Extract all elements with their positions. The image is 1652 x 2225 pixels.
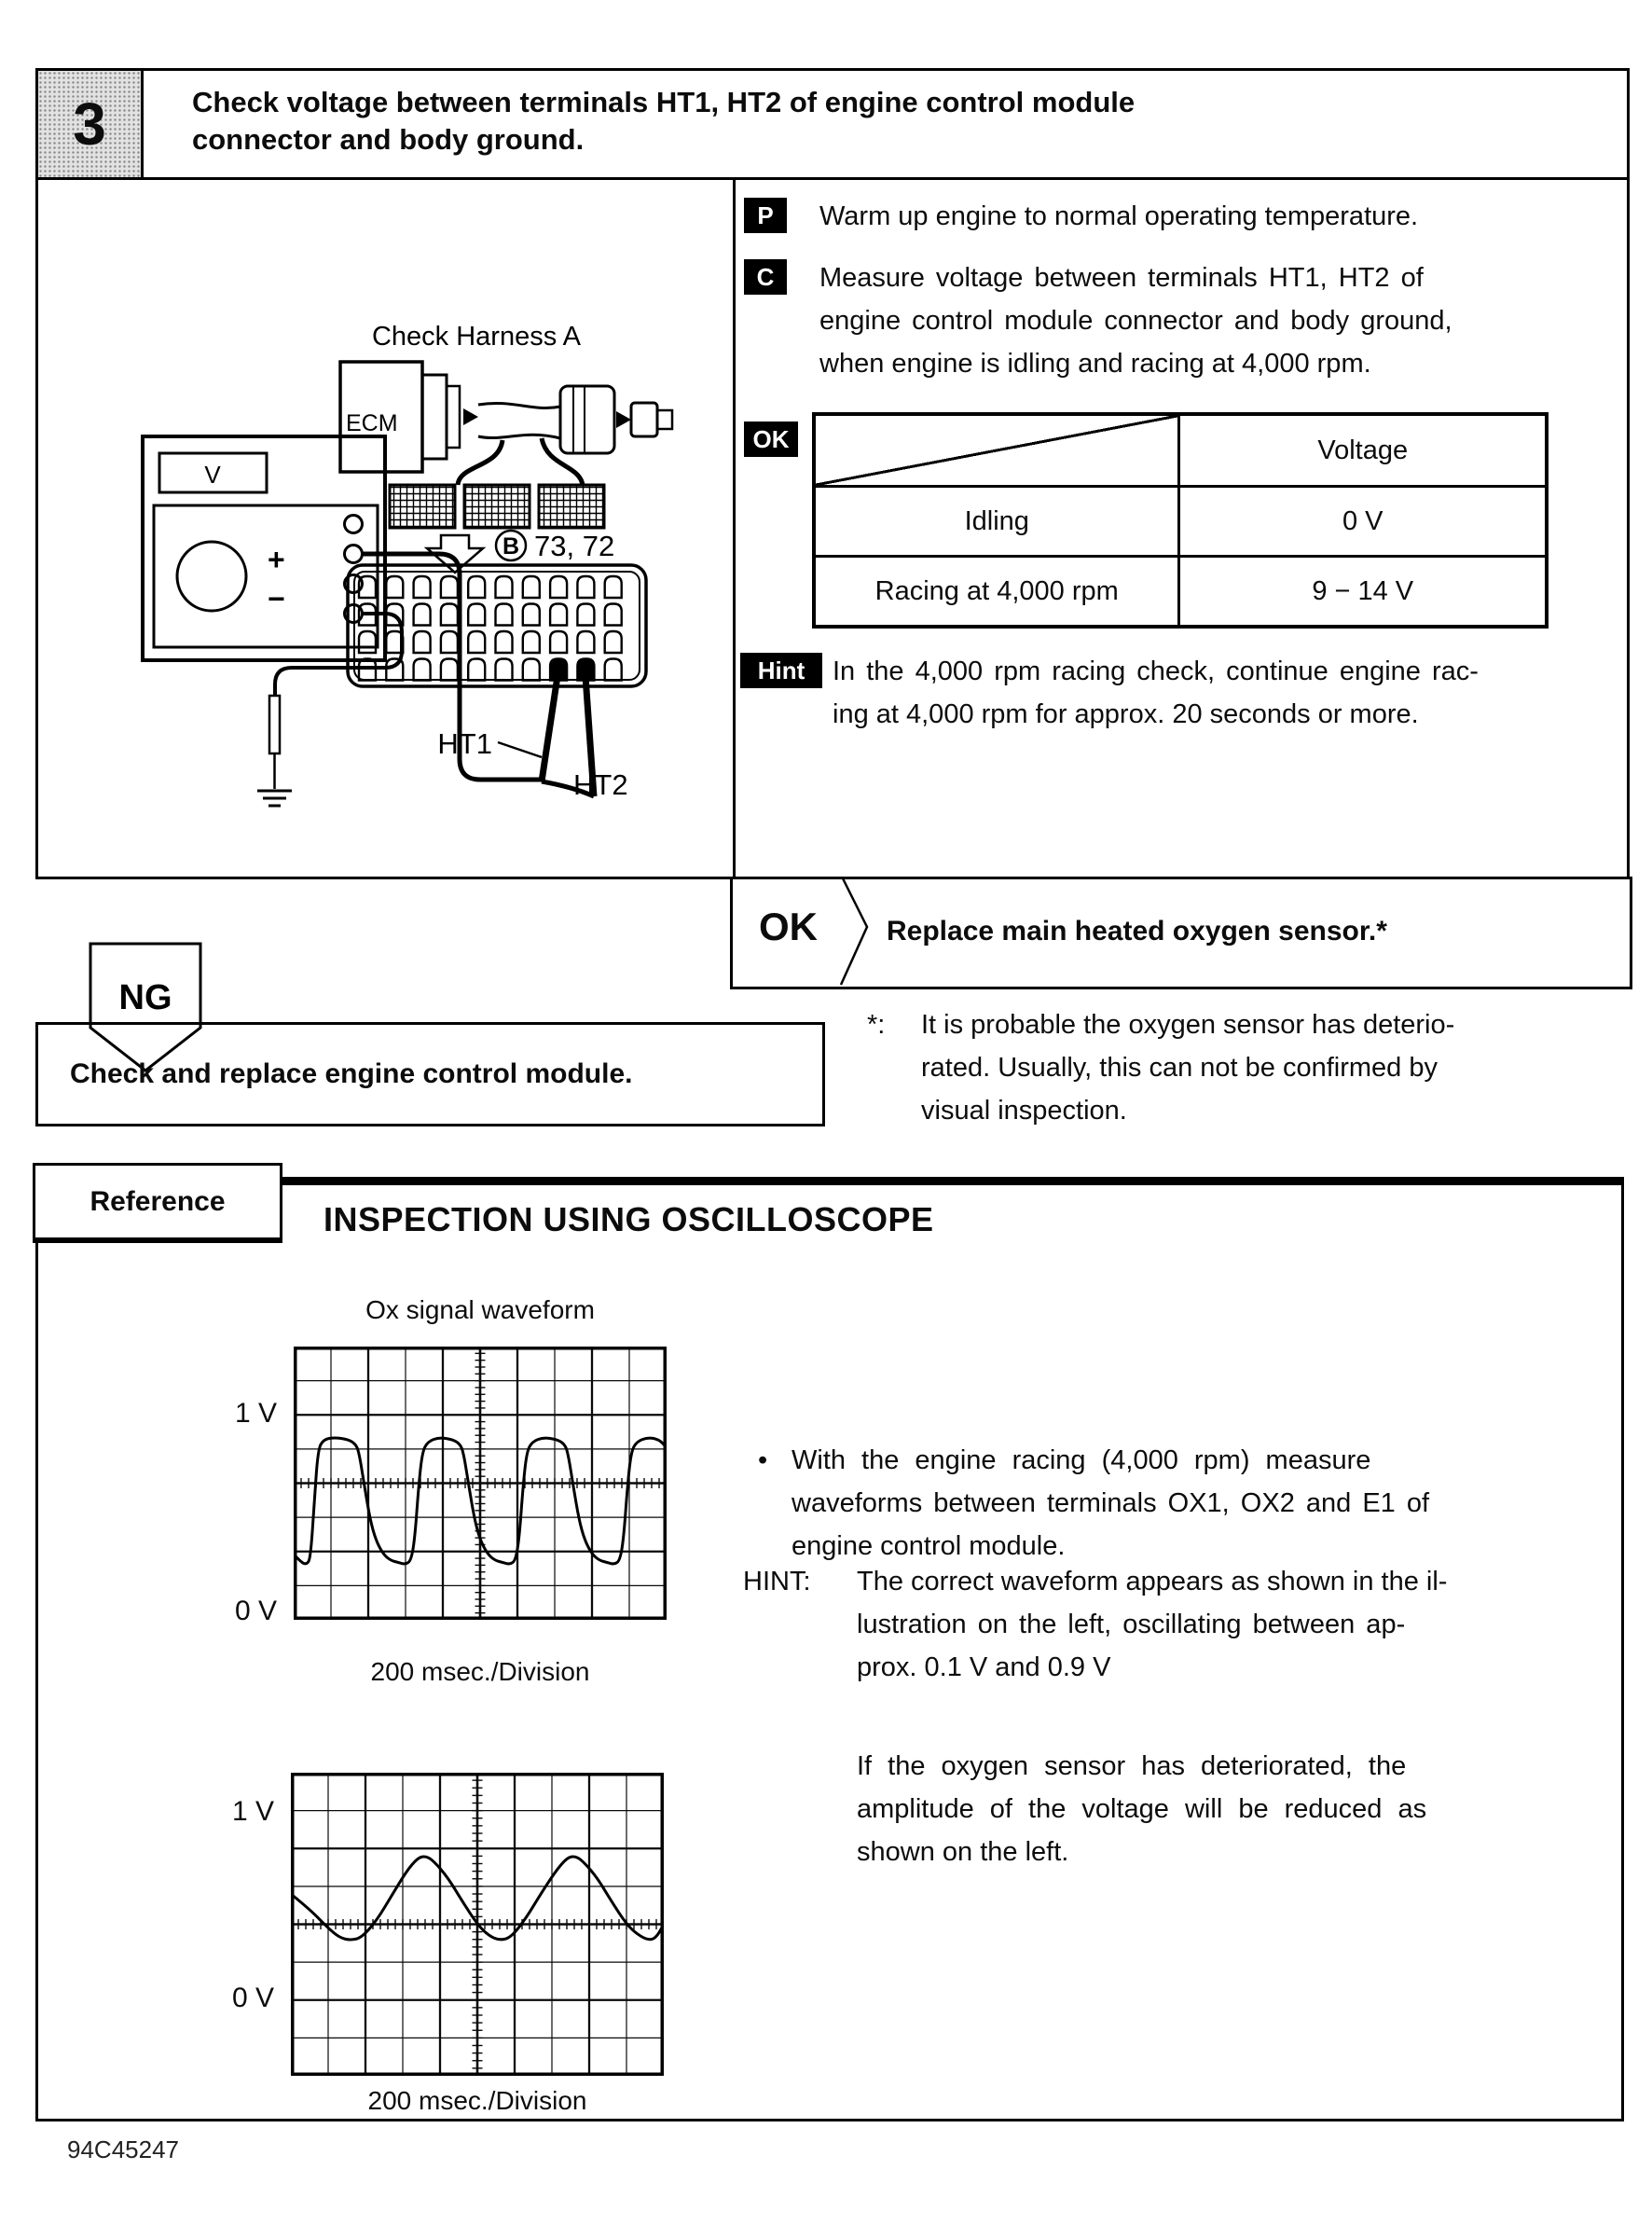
reference-hint-text: [857, 1560, 1447, 1689]
reference-label-box: Reference: [33, 1163, 282, 1243]
hint-text: [833, 650, 1611, 736]
scope1-0v-label: 0 V: [234, 1596, 277, 1626]
ng-action-box: Check and replace engine control module.: [35, 1022, 825, 1126]
scope2-0v-label: 0 V: [231, 1983, 274, 2013]
footnote: [867, 1003, 1622, 1132]
procedure-panel: [35, 177, 1630, 879]
prepare-text: Warm up engine to normal operating temperature.: [819, 201, 1419, 231]
hint-line: lustration on the left, oscillating between ap-: [857, 1610, 1406, 1639]
condition-cell: Idling: [814, 487, 1179, 557]
plus-terminal-label: +: [268, 543, 285, 576]
deteriorated-paragraph: [857, 1745, 1426, 1873]
scope1-xlabel: 200 msec./Division: [370, 1657, 590, 1686]
ecm-harness-drawing: [340, 362, 672, 528]
panel-divider: [733, 177, 736, 877]
check-text-line: Measure voltage between terminals HT1, HT2 of: [819, 263, 1424, 293]
step-title-line: connector and body ground.: [192, 123, 585, 156]
ok-result-row: [730, 877, 1632, 989]
bullet-line: With the engine racing (4,000 rpm) measure: [792, 1445, 1371, 1475]
step-header: [35, 68, 1630, 180]
hint-badge: Hint: [740, 653, 822, 688]
check-text: [819, 256, 1603, 385]
hint-label: HINT:: [743, 1567, 811, 1596]
check-text-line: when engine is idling and racing at 4,000 rpm.: [819, 349, 1371, 379]
measure-bullet-text: [792, 1439, 1429, 1568]
scope1-title: Ox signal waveform: [365, 1295, 595, 1324]
footnote-line: visual inspection.: [921, 1096, 1127, 1126]
bullet-line: waveforms between terminals OX1, OX2 and E1 of: [792, 1488, 1430, 1518]
minus-terminal-label: −: [268, 582, 285, 615]
ok-flow-label: OK: [759, 905, 818, 948]
prepare-badge: P: [744, 198, 787, 233]
connector-numbers: 73, 72: [534, 530, 615, 562]
paragraph-line: amplitude of the voltage will be reduced as: [857, 1794, 1427, 1824]
hint-line: prox. 0.1 V and 0.9 V: [857, 1652, 1111, 1682]
check-badge: C: [744, 259, 787, 295]
reference-section: [35, 1177, 1624, 2121]
wiring-diagram: [38, 177, 733, 877]
voltage-spec-table: [812, 412, 1549, 629]
step-number-badge: 3: [38, 71, 144, 177]
hint-text-line: ing at 4,000 rpm for approx. 20 seconds or more.: [833, 699, 1419, 729]
paragraph-line: If the oxygen sensor has deteriorated, the: [857, 1751, 1407, 1781]
scope2-1v-label: 1 V: [231, 1796, 274, 1827]
measure-bullet-item: [758, 1439, 1429, 1568]
voltage-header-cell: Voltage: [1179, 414, 1547, 487]
step-title-line: Check voltage between terminals HT1, HT2 of engine control module: [192, 86, 1136, 118]
check-harness-label: Check Harness A: [371, 322, 582, 352]
footnote-line: rated. Usually, this can not be confirmed by: [921, 1053, 1438, 1083]
condition-cell: Racing at 4,000 rpm: [814, 557, 1179, 628]
footnote-text: [921, 1003, 1454, 1132]
footnote-marker: *:: [867, 1010, 886, 1040]
table-row: [814, 557, 1547, 628]
check-text-line: engine control module connector and body ground,: [819, 306, 1452, 336]
oscilloscope-graph-correct: [294, 1347, 667, 1620]
ok-action-text: Replace main heated oxygen sensor.*: [887, 916, 1387, 947]
voltage-cell: 9 − 14 V: [1179, 557, 1547, 628]
table-corner-cell: [814, 414, 1179, 487]
scope2-xlabel: 200 msec./Division: [367, 2086, 587, 2115]
connector-id-label: [496, 530, 614, 562]
ht1-label: HT1: [437, 727, 492, 760]
connector-circle-letter: B: [502, 533, 520, 560]
step-title: [144, 71, 1135, 177]
ecm-label: ECM: [346, 410, 398, 436]
ok-badge: OK: [744, 422, 798, 457]
hint-line: The correct waveform appears as shown in the il-: [857, 1567, 1448, 1596]
footnote-line: It is probable the oxygen sensor has deterio-: [921, 1010, 1455, 1040]
meter-display-label: V: [204, 461, 221, 489]
ht2-label: HT2: [573, 768, 628, 801]
scope1-1v-label: 1 V: [234, 1398, 277, 1429]
bullet-icon: •: [758, 1445, 768, 1475]
reference-hint: [743, 1560, 1447, 1689]
ground-icon: [257, 791, 292, 806]
paragraph-line: shown on the left.: [857, 1837, 1069, 1867]
ng-label: NG: [118, 978, 172, 1017]
page-code: 94C45247: [67, 2135, 179, 2163]
bullet-line: engine control module.: [792, 1531, 1066, 1561]
voltage-cell: 0 V: [1179, 487, 1547, 557]
hint-text-line: In the 4,000 rpm racing check, continue engine rac-: [833, 656, 1479, 686]
table-row: [814, 487, 1547, 557]
reference-title: INSPECTION USING OSCILLOSCOPE: [324, 1200, 934, 1238]
chevron-right-icon: [837, 877, 874, 987]
oscilloscope-graph-deteriorated: [291, 1773, 664, 2076]
